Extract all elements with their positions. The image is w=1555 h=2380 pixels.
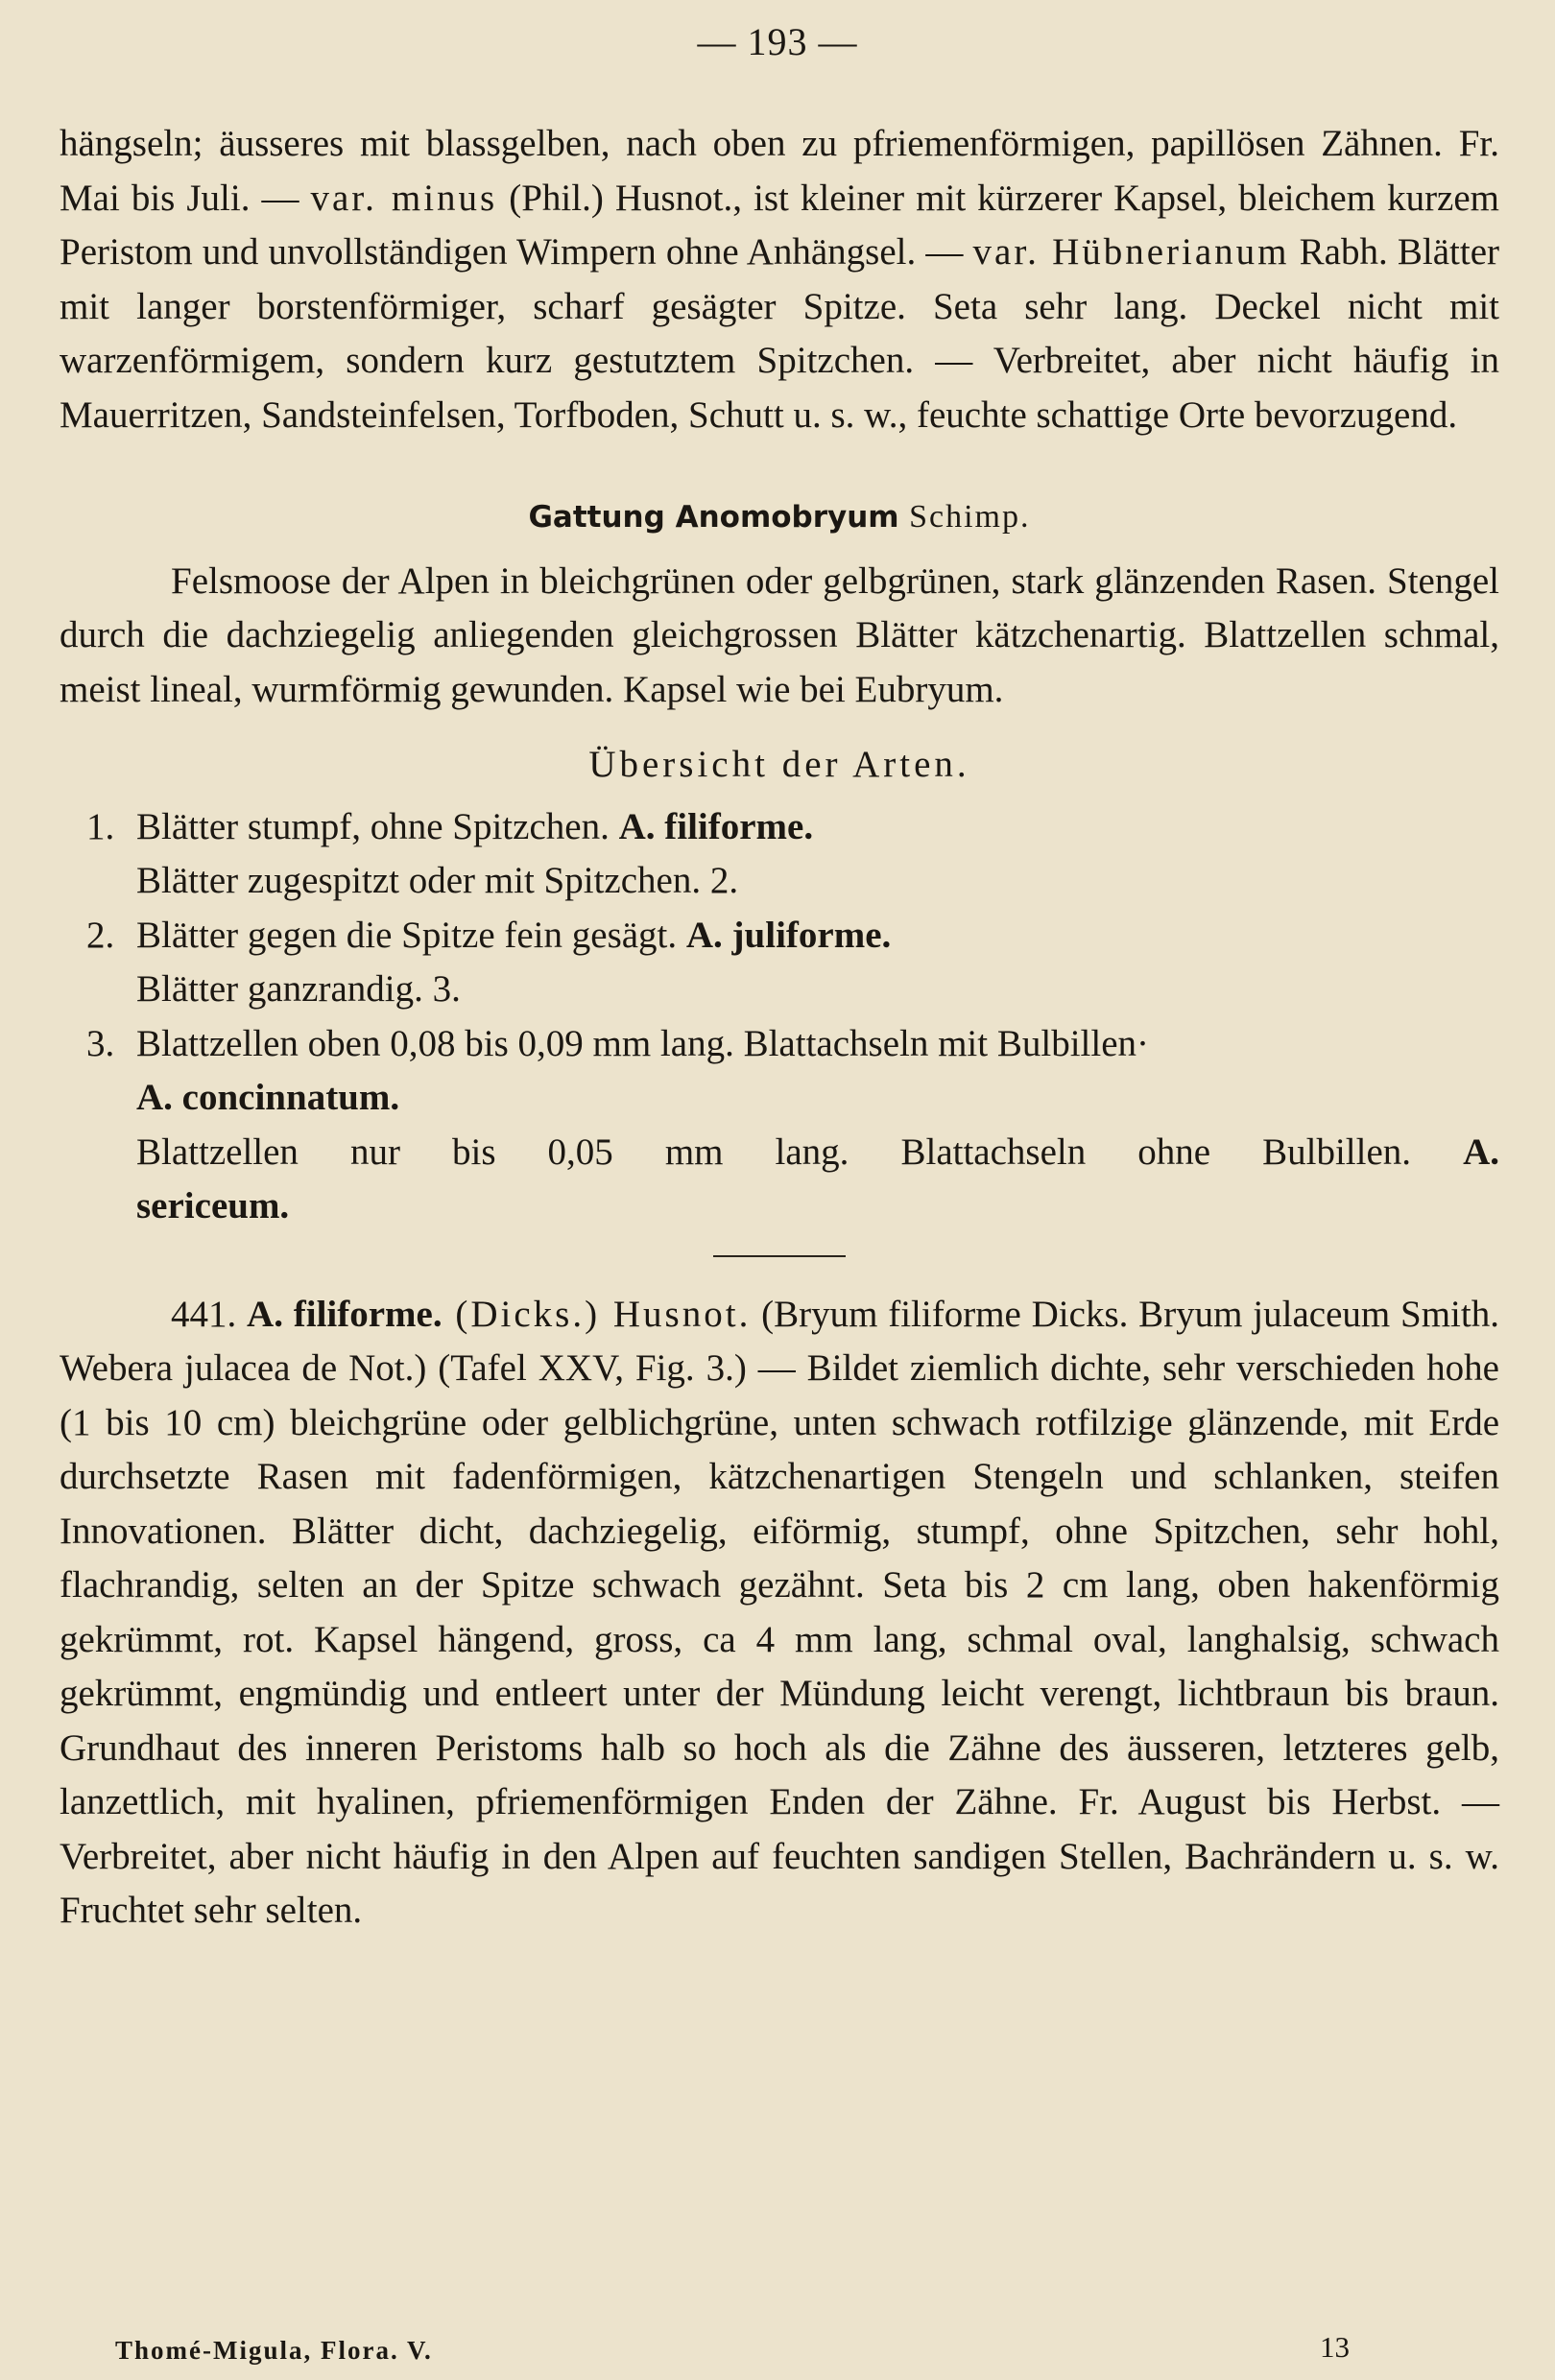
key-entry-1-alt: Blätter zugespitzt oder mit Spitzchen. 2. — [136, 860, 739, 901]
section-divider — [713, 1255, 846, 1257]
key-entry-1 — [60, 800, 1499, 855]
paragraph-text: (Phil.) Husnot., ist kleiner mit kürzerer Kapsel, bleichem kurzem Peristom und unvollständigen Wimpern ohne Anhängsel. — — [60, 177, 1500, 273]
key-entry-2-alt: Blätter ganzrandig. 3. — [136, 968, 461, 1010]
key-result: sericeum. — [136, 1185, 290, 1226]
key-result: A. concinnatum. — [136, 1077, 400, 1118]
species-author: (Dicks.) Husnot. — [442, 1293, 752, 1335]
page-body — [60, 117, 1499, 1939]
genus-heading — [60, 490, 1499, 545]
page-number: — 193 — — [697, 20, 858, 63]
genus-author: Schimp. — [898, 499, 1031, 535]
key-text: Blätter gegen die Spitze fein gesägt. — [136, 914, 686, 956]
key-text: Blattzellen nur bis 0,05 mm lang. Blattachseln ohne Bulbillen. — [136, 1130, 1464, 1173]
species-description: (Bryum filiforme Dicks. Bryum julaceum Smith. Webera julacea de Not.) (Tafel XXV, Fig. 3.) — Bildet ziemlich dichte, sehr verschieden hohe (1 bis 10 cm) bleichgrüne oder gelblichgrüne, unten schwach rotfilzige glänzende, mit Erde durchsetzte Rasen mit fadenförmigen, kätzchenartigen Stengeln und schlanken, steifen Innovationen. Blätter dicht, dachziegelig, eiförmig, stumpf, ohne Spitzchen, sehr hohl, flachrandig, selten an der Spitze schwach gezähnt. Seta bis 2 cm lang, oben hakenförmig gekrümmt, rot. Kapsel hängend, gross, ca 4 mm lang, schmal oval, langhalsig, schwach gekrümmt, engmündig und entleert unter der Mündung leicht verengt, lichtbraun bis braun. Grundhaut des inneren Peristoms halb so hoch als die Zähne des äusseren, letzteres gelb, lanzettlich, mit hyalinen, pfriemenförmigen Enden der Zähne. Fr. August bis Herbst. — Verbreitet, aber nicht häufig in den Alpen auf feuchten sandigen Stellen, Bachrändern u. s. w. Fruchtet sehr selten. — [60, 1293, 1499, 1931]
key-heading: Übersicht der Arten. — [588, 744, 970, 785]
species-entry — [60, 1288, 1499, 1939]
key-entry-2 — [60, 909, 1499, 964]
key-text: Blätter stumpf, ohne Spitzchen. — [136, 805, 619, 847]
key-result: A. — [1463, 1130, 1499, 1173]
genus-description: Felsmoose der Alpen in bleichgrünen oder gelbgrünen, stark glänzenden Rasen. Stengel durch die dachziegelig anliegenden gleichgrossen Blätter kätzchenartig. Blattzellen schmal, meist lineal, wurmförmig gewunden. Kapsel wie bei Eubryum. — [60, 559, 1499, 710]
signature-mark: Thomé-Migula, Flora. V. — [115, 2336, 433, 2365]
key-number: 2. — [86, 914, 115, 956]
key-number: 1. — [86, 805, 115, 847]
paragraph-text: hängseln; äusseres mit blassgelben, nach oben zu pfriemenförmigen, papillösen Zähnen. Fr. Mai bis Juli. — — [60, 123, 1499, 219]
footer — [115, 2330, 1363, 2366]
species-number: 441. — [171, 1293, 237, 1335]
key-number: 3. — [86, 1022, 115, 1064]
key-entry-3 — [60, 1017, 1499, 1072]
paragraph-text: Rabh. Blätter mit langer borstenförmiger, scharf gesägter Spitze. Seta sehr lang. Deckel nicht mit warzenförmigem, sondern kurz gestutztem Spitzchen. — Verbreitet, aber nicht häufig in Mauerritzen, Sandsteinfelsen, Torfboden, Schutt u. s. w., feuchte schattige Orte bevorzugend. — [60, 231, 1499, 436]
variety-minus: var. minus — [310, 177, 498, 219]
key-entry-3-alt — [60, 1126, 1499, 1180]
continued-paragraph — [60, 117, 1499, 442]
genus-name: Gattung Anomobryum — [528, 500, 899, 535]
key-result: A. filiforme. — [618, 805, 814, 847]
sheet-number: 13 — [1320, 2330, 1350, 2364]
key-text: Blattzellen oben 0,08 bis 0,09 mm lang. Blattachseln mit Bulbillen· — [136, 1022, 1149, 1064]
key-result: A. juliforme. — [685, 914, 892, 956]
species-name: A. filiforme. — [247, 1293, 443, 1335]
variety-huebnerianum: var. Hübnerianum — [972, 231, 1290, 273]
